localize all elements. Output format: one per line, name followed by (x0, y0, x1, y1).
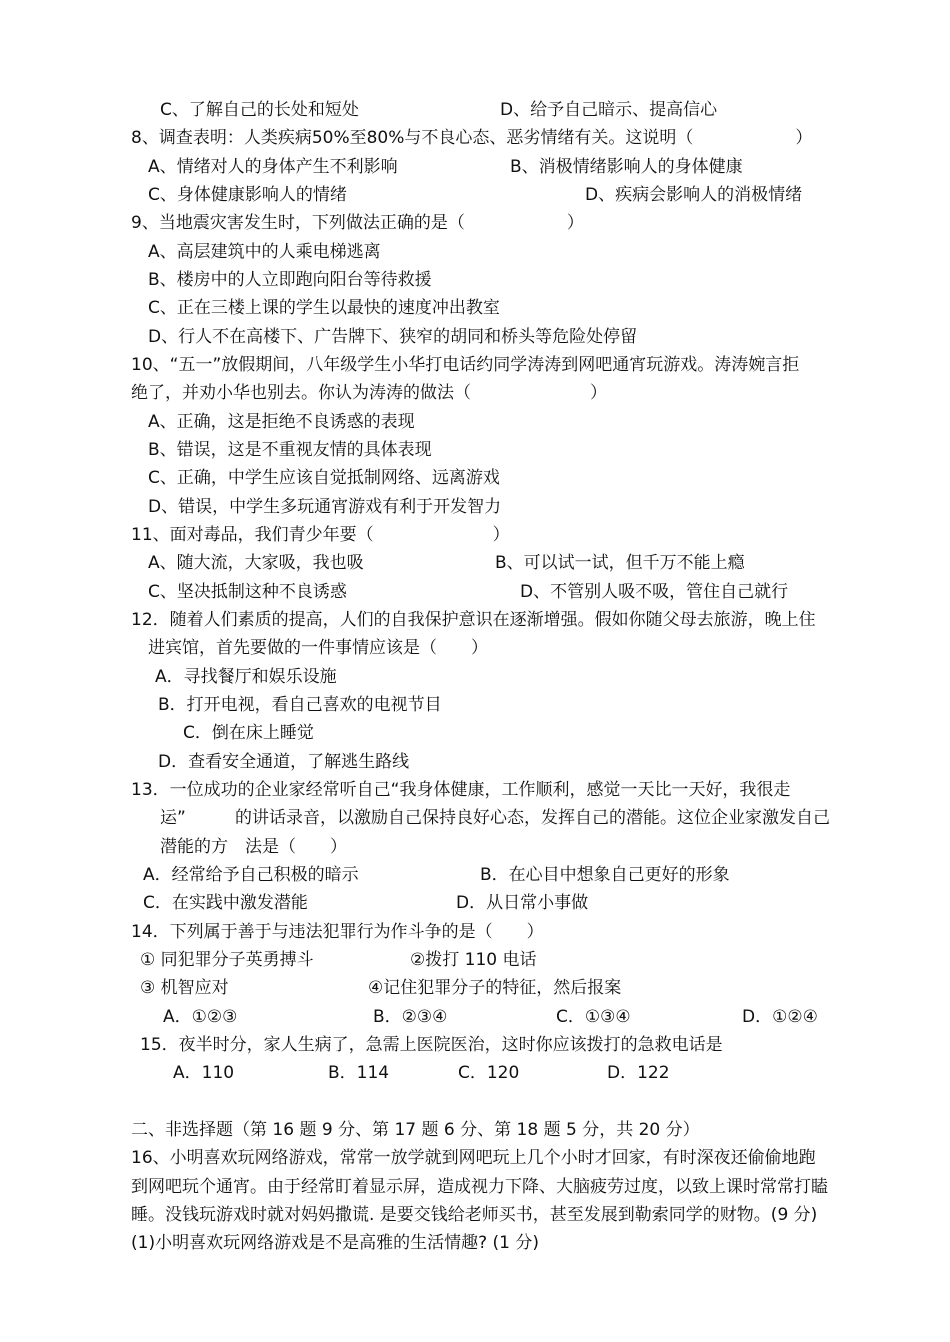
q9-stem: 9、当地震灾害发生时，下列做法正确的是（ ） (131, 213, 584, 233)
q14-option-a: A．①②③ (163, 1007, 238, 1027)
q13-stem-line2-end: 的讲话录音，以激励自己保持良好心态，发挥自己的潜能。这位企业家激发自己 (235, 808, 830, 828)
q12-option-b: B．打开电视，看自己喜欢的电视节目 (158, 695, 442, 715)
q8-stem: 8、调查表明：人类疾病50%至80%与不良心态、恶劣情绪有关。这说明（ ） (131, 128, 813, 148)
q14-stem: 14．下列属于善于与违法犯罪行为作斗争的是（ ） (131, 922, 544, 942)
q10-option-b: B、错误，这是不重视友情的具体表现 (148, 440, 432, 460)
q7-option-d: D、给予自己暗示、提高信心 (500, 100, 718, 120)
q12-stem-line2: 进宾馆，首先要做的一件事情应该是（ ） (148, 638, 488, 658)
q15-option-a: A．110 (173, 1063, 235, 1083)
q9-option-b: B、楼房中的人立即跑向阳台等待救援 (148, 270, 432, 290)
q13-option-c: C．在实践中激发潜能 (143, 893, 308, 913)
q11-option-c: C、坚决抵制这种不良诱惑 (148, 582, 347, 602)
q12-option-d: D．查看安全通道，了解逃生路线 (158, 752, 410, 772)
q10-stem-line2: 绝了，并劝小华也别去。你认为涛涛的做法（ ） (131, 383, 607, 403)
q15-option-d: D．122 (607, 1063, 670, 1083)
q8-option-d: D、疾病会影响人的消极情绪 (585, 185, 803, 205)
section-2-heading: 二、非选择题（第 16 题 9 分、第 17 题 6 分、第 18 题 5 分，共 20 分） (131, 1120, 700, 1140)
q10-option-a: A、正确，这是拒绝不良诱惑的表现 (148, 412, 415, 432)
q11-option-a: A、随大流，大家吸，我也吸 (148, 553, 364, 573)
q13-option-a: A．经常给予自己积极的暗示 (143, 865, 359, 885)
q14-option-c: C．①③④ (556, 1007, 631, 1027)
q10-stem-line1: 10、“五一”放假期间，八年级学生小华打电话约同学涛涛到网吧通宵玩游戏。涛涛婉言拒 (131, 355, 800, 375)
q8-option-c: C、身体健康影响人的情绪 (148, 185, 347, 205)
q14-option-d: D．①②④ (742, 1007, 818, 1027)
q13-stem-line3: 潜能的方 法是（ ） (160, 837, 347, 857)
q13-stem-line2-start: 运” (160, 808, 186, 828)
q13-stem-line1: 13．一位成功的企业家经常听自己“我身体健康，工作顺利，感觉一天比一天好，我很走 (131, 780, 791, 800)
q9-option-a: A、高层建筑中的人乘电梯逃离 (148, 242, 381, 262)
q12-stem-line1: 12．随着人们素质的提高，人们的自我保护意识在逐渐增强。假如你随父母去旅游，晚上住 (131, 610, 816, 630)
q15-option-b: B．114 (328, 1063, 390, 1083)
q12-option-c: C．倒在床上睡觉 (183, 723, 314, 743)
q16-text-line1: 16、小明喜欢玩网络游戏，常常一放学就到网吧玩上几个小时才回家，有时深夜还偷偷地跑 (131, 1148, 816, 1168)
q15-option-c: C．120 (458, 1063, 520, 1083)
q14-item-2: ②拨打 110 电话 (410, 950, 537, 970)
q11-option-b: B、可以试一试，但千万不能上瘾 (495, 553, 745, 573)
q11-option-d: D、不管别人吸不吸，管住自己就行 (520, 582, 789, 602)
q15-stem: 15．夜半时分，家人生病了，急需上医院医治，这时你应该拨打的急救电话是 (140, 1035, 723, 1055)
q16-text-line2: 到网吧玩个通宵。由于经常盯着显示屏，造成视力下降、大脑疲劳过度，以致上课时常常打瞌 (131, 1177, 828, 1197)
q13-option-b: B．在心目中想象自己更好的形象 (480, 865, 730, 885)
q9-option-c: C、正在三楼上课的学生以最快的速度冲出教室 (148, 298, 500, 318)
q14-option-b: B．②③④ (373, 1007, 448, 1027)
q8-option-a: A、情绪对人的身体产生不利影响 (148, 157, 398, 177)
q8-option-b: B、消极情绪影响人的身体健康 (510, 157, 743, 177)
q14-item-4: ④记住犯罪分子的特征，然后报案 (368, 978, 622, 998)
q11-stem: 11、面对毒品，我们青少年要（ ） (131, 525, 510, 545)
q7-option-c: C、了解自己的长处和短处 (160, 100, 359, 120)
q14-item-3: ③ 机智应对 (140, 978, 229, 998)
q10-option-c: C、正确，中学生应该自觉抵制网络、远离游戏 (148, 468, 500, 488)
q13-option-d: D．从日常小事做 (456, 893, 589, 913)
q16-subquestion-1: (1)小明喜欢玩网络游戏是不是高雅的生活情趣? (1 分) (131, 1233, 539, 1253)
q16-text-line3: 睡。没钱玩游戏时就对妈妈撒谎. 是要交钱给老师买书，甚至发展到勒索同学的财物。(9 分) (131, 1205, 818, 1225)
q12-option-a: A．寻找餐厅和娱乐设施 (155, 667, 337, 687)
q10-option-d: D、错误，中学生多玩通宵游戏有利于开发智力 (148, 497, 502, 517)
q9-option-d: D、行人不在高楼下、广告牌下、狭窄的胡同和桥头等危险处停留 (148, 327, 638, 347)
q14-item-1: ① 同犯罪分子英勇搏斗 (140, 950, 314, 970)
